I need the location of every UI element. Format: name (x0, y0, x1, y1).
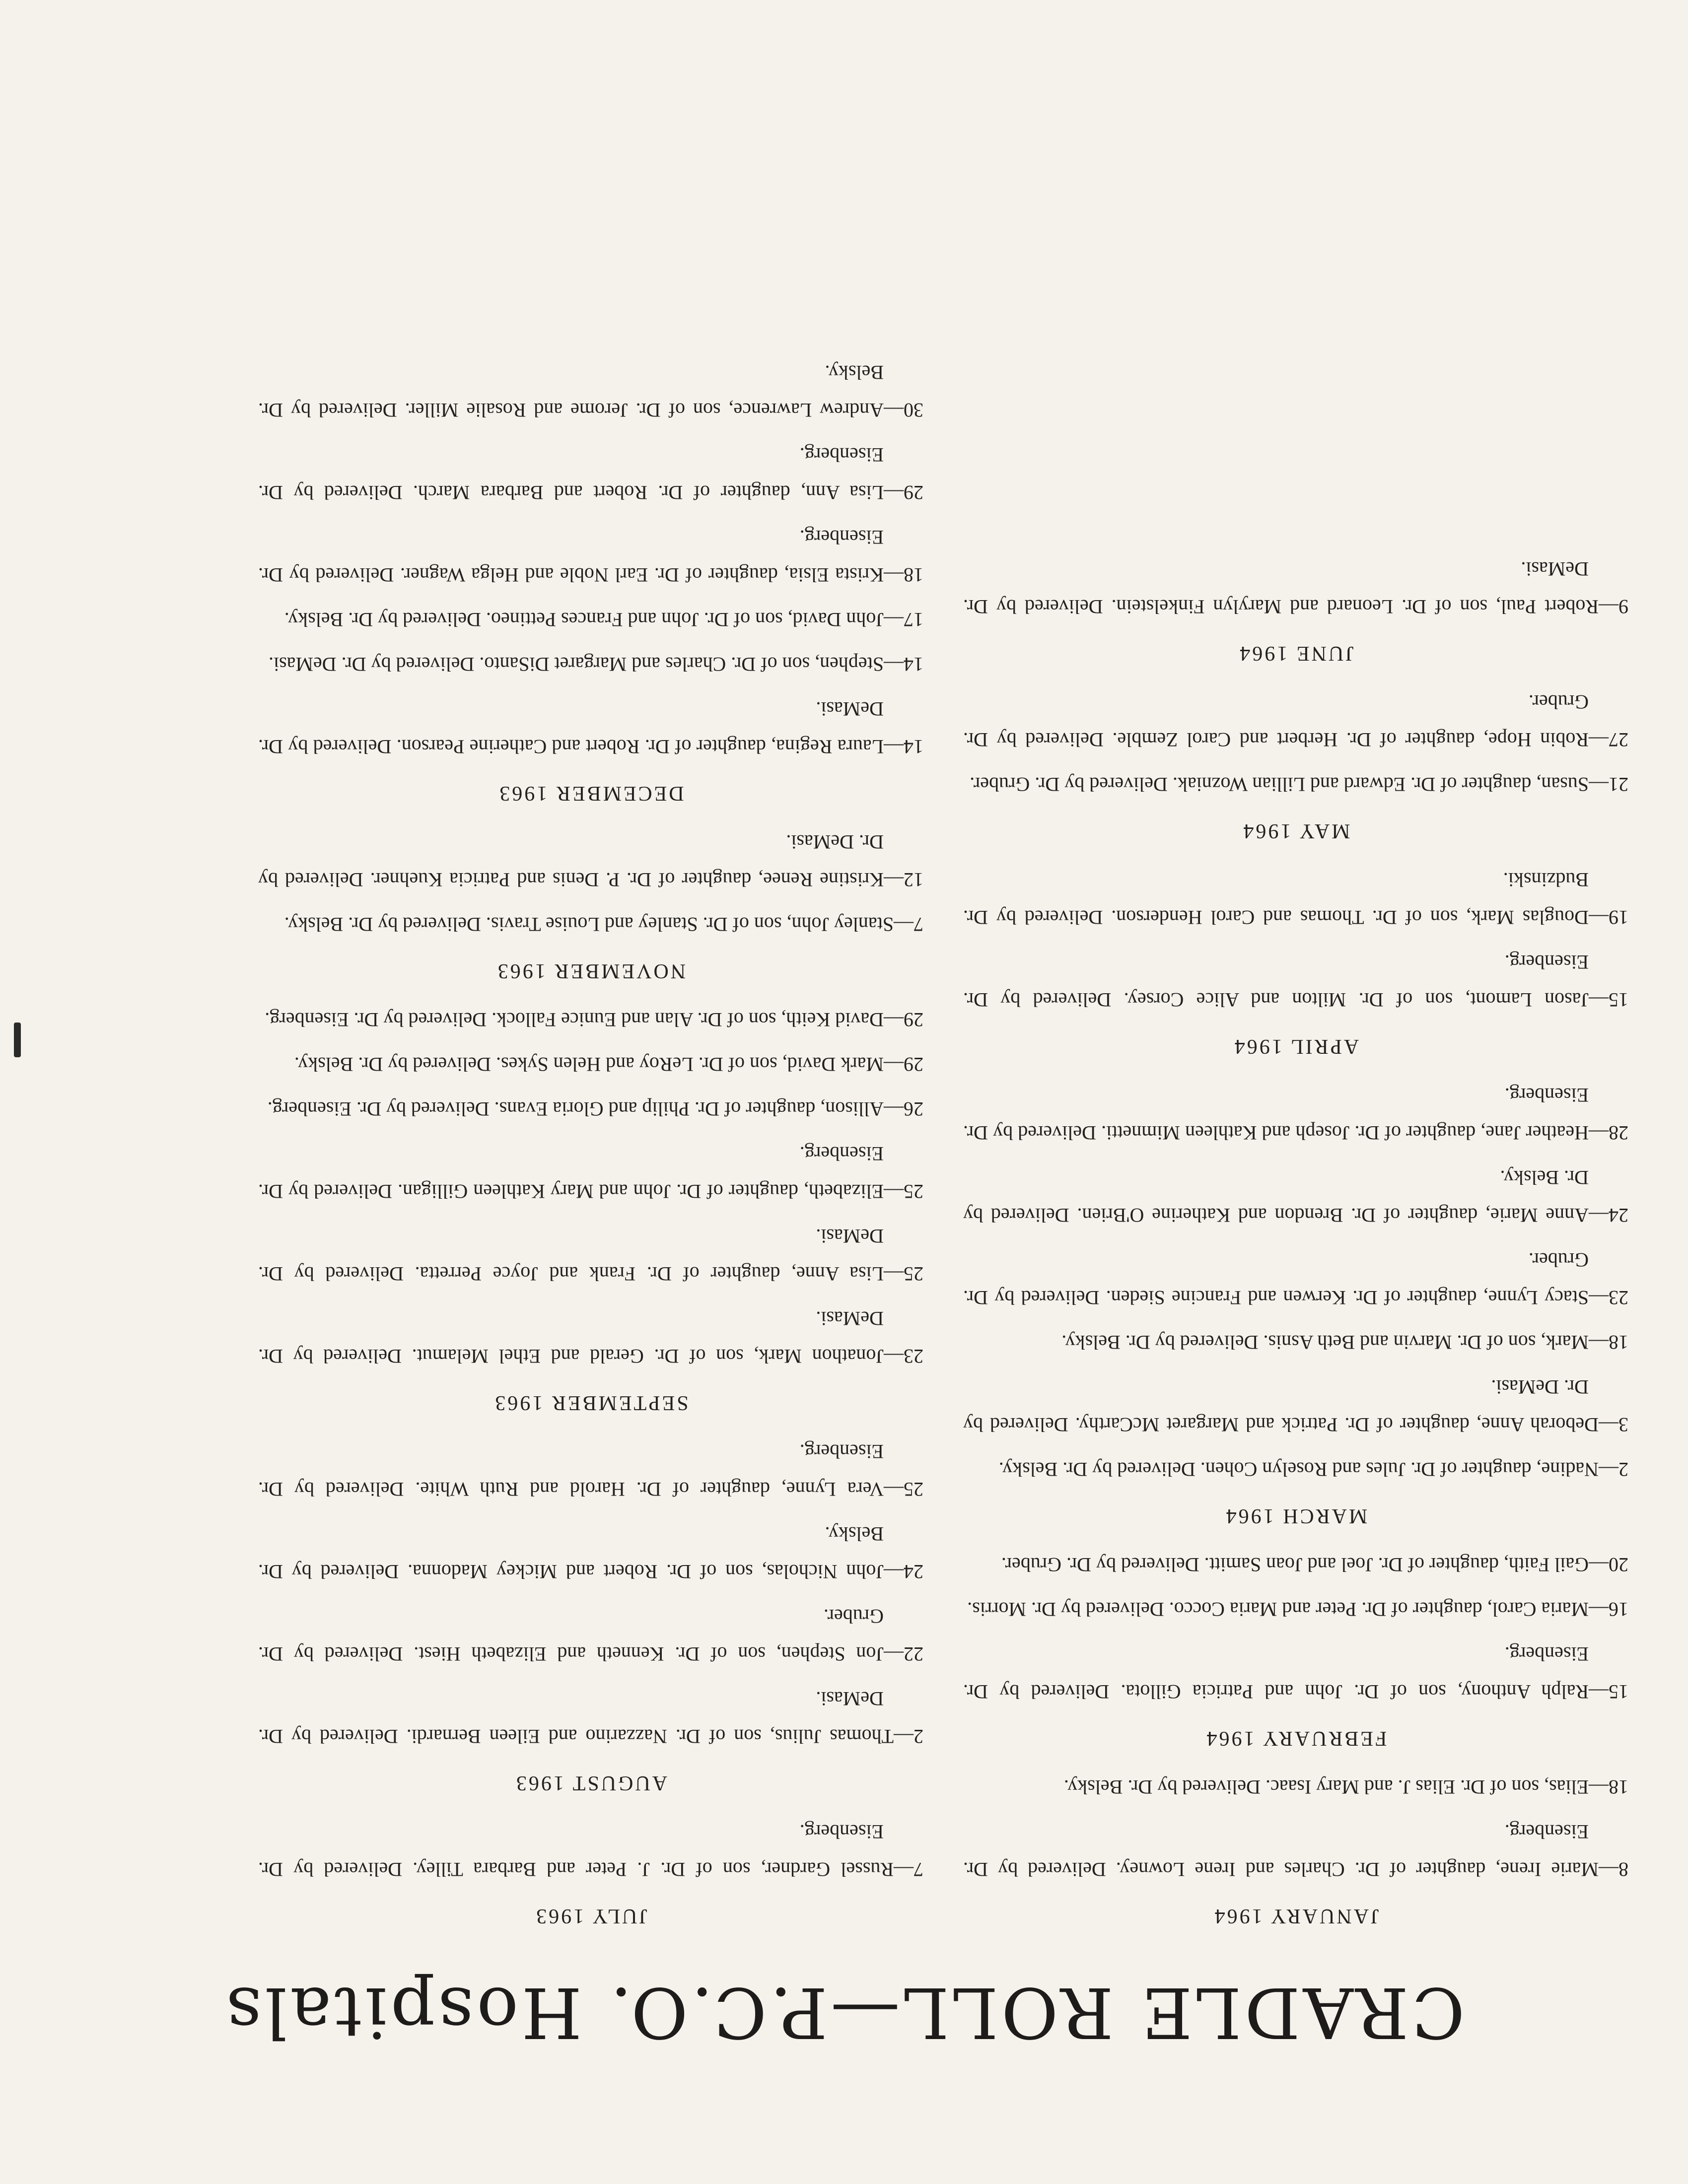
birth-entry: 21—Susan, daughter of Dr. Edward and Lillian Wozniak. Delivered by Dr. Gruber. (970, 773, 1628, 796)
birth-entry: 25—Vera Lynne, daughter of Dr. Harold and Ruth White. Delivered by Dr. Eisenberg. (258, 1440, 923, 1501)
birth-entry: 29—Mark David, son of Dr. LeRoy and Helen Sykes. Delivered by Dr. Belsky. (294, 1053, 923, 1076)
birth-entry: 12—Kristine Renee, daughter of Dr. P. Denis and Patricia Kuehner. Delivered by Dr. DeMasi. (258, 831, 923, 891)
column-right (258, 346, 923, 1946)
birth-entry: 25—Lisa Anne, daughter of Dr. Frank and Joyce Perretta. Delivered by Dr. DeMasi. (258, 1225, 923, 1285)
month-heading: JUNE 1964 (1238, 642, 1354, 665)
birth-entry: 20—Gail Faith, daughter of Dr. Joel and Joan Samitt. Delivered by Dr. Gruber. (1001, 1554, 1628, 1576)
birth-entry: 2—Thomas Julius, son of Dr. Nazzarino and Eileen Bernardi. Delivered by Dr. DeMasi. (258, 1688, 923, 1748)
column-left (963, 543, 1628, 1946)
month-heading: APRIL 1964 (1232, 1035, 1359, 1058)
birth-entry: 16—Maria Carol, daughter of Dr. Peter and Maria Cocco. Delivered by Dr. Morris. (967, 1598, 1628, 1621)
birth-entry: 25—Elizabeth, daughter of Dr. John and Mary Kathleen Gilligan. Delivered by Dr. Eisenberg. (258, 1143, 923, 1203)
birth-entry: 15—Ralph Anthony, son of Dr. John and Patricia Gillota. Delivered by Dr. Eisenberg. (963, 1643, 1628, 1703)
birth-entry: 3—Deborah Anne, daughter of Dr. Patrick and Margaret McCarthy. Delivered by Dr. DeMasi. (963, 1376, 1628, 1436)
birth-entry: 29—David Keith, son of Dr. Alan and Eunice Fallock. Delivered by Dr. Eisenberg. (265, 1009, 923, 1031)
birth-entry: 26—Allison, daughter of Dr. Philip and Gloria Evans. Delivered by Dr. Eisenberg. (267, 1098, 923, 1120)
page-title: CRADLE ROLL—P.C.O. Hospitals (223, 1972, 1465, 2052)
birth-entry: 24—John Nicholas, son of Dr. Robert and Mickey Madonna. Delivered by Dr. Belsky. (258, 1523, 923, 1583)
birth-entry: 23—Jonathon Mark, son of Dr. Gerald and Ethel Melamut. Delivered by Dr. DeMasi. (258, 1307, 923, 1367)
month-heading: SEPTEMBER 1963 (493, 1391, 689, 1414)
month-heading: NOVEMBER 1963 (495, 959, 686, 982)
birth-entry: 29—Lisa Ann, daughter of Dr. Robert and Barbara March. Delivered by Dr. Eisenberg. (258, 444, 923, 504)
birth-entry: 15—Jason Lamont, son of Dr. Milton and Alice Corsey. Delivered by Dr. Eisenberg. (963, 951, 1628, 1011)
birth-entry: 19—Douglas Mark, son of Dr. Thomas and Carol Henderson. Delivered by Dr. Budzinski. (963, 869, 1628, 929)
month-heading: DECEMBER 1963 (497, 782, 684, 805)
birth-entry: 22—Jon Stephen, son of Dr. Kenneth and Elizabeth Hiest. Delivered by Dr. Gruber. (258, 1605, 923, 1665)
month-heading: JANUARY 1964 (1212, 1905, 1379, 1927)
birth-entry: 27—Robin Hope, daughter of Dr. Herbert and Carol Zemble. Delivered by Dr. Gruber. (963, 691, 1628, 751)
month-heading: JULY 1963 (534, 1905, 647, 1927)
month-heading: AUGUST 1963 (514, 1772, 668, 1794)
birth-entry: 18—Elias, son of Dr. Elias J. and Mary Isaac. Delivered by Dr. Belsky. (1063, 1776, 1628, 1798)
birth-entry: 17—John David, son of Dr. John and Frances Pettineo. Delivered by Dr. Belsky. (284, 609, 923, 631)
birth-entry: 2—Nadine, daughter of Dr. Jules and Roselyn Cohen. Delivered by Dr. Belsky. (998, 1458, 1628, 1481)
month-heading: FEBRUARY 1964 (1204, 1727, 1387, 1750)
birth-entry: 8—Marie Irene, daughter of Dr. Charles and Irene Lowney. Delivered by Dr. Eisenberg. (963, 1821, 1628, 1881)
birth-entry: 18—Krista Elsia, daughter of Dr. Earl Noble and Helga Wagner. Delivered by Dr. Eisenberg. (258, 526, 923, 586)
month-heading: MARCH 1964 (1224, 1504, 1368, 1527)
birth-entry: 28—Heather Jane, daughter of Dr. Joseph and Kathleen Mimnetti. Delivered by Dr. Eisenberg. (963, 1084, 1628, 1144)
birth-entry: 14—Stephen, son of Dr. Charles and Margaret DiSanto. Delivered by Dr. DeMasi. (268, 653, 923, 676)
month-heading: MAY 1964 (1241, 819, 1350, 842)
birth-entry: 7—Stanley John, son of Dr. Stanley and Louise Travis. Delivered by Dr. Belsky. (284, 913, 923, 936)
birth-entry: 14—Laura Regina, daughter of Dr. Robert and Catherine Pearson. Delivered by Dr. DeMasi. (258, 698, 923, 758)
birth-entry: 9—Robert Paul, son of Dr. Leonard and Marylyn Finkelstein. Delivered by Dr. DeMasi. (963, 558, 1628, 618)
birth-entry: 18—Mark, son of Dr. Marvin and Beth Asnis. Delivered by Dr. Belsky. (1061, 1331, 1628, 1354)
birth-entry: 24—Anne Marie, daughter of Dr. Brendon and Katherine O'Brien. Delivered by Dr. Belsky. (963, 1166, 1628, 1227)
birth-entry: 7—Russel Gardner, son of Dr. J. Peter and Barbara Tilley. Delivered by Dr. Eisenberg. (258, 1821, 923, 1881)
birth-entry: 30—Andrew Lawrence, son of Dr. Jerome and Rosalie Miller. Delivered by Dr. Belsky. (258, 361, 923, 421)
birth-entry: 23—Stacy Lynne, daughter of Dr. Kerwen and Francine Sieden. Delivered by Dr. Gruber. (963, 1249, 1628, 1309)
